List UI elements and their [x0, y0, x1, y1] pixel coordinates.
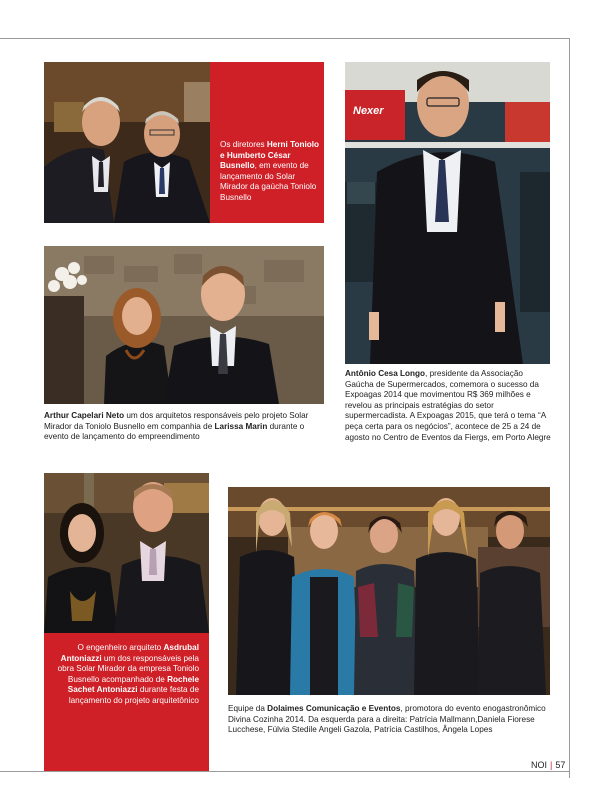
caption-dolaimes-team: Equipe da Dolaimes Comunicação e Eventos, promotora do evento enogastronômico Divina Cozinha 2014. Da esquerda para a direita: Patrícia Mallmann,Daniela Fiorese Lucchese, Fúlvia Stedile Angeli Gazola, Patrícia Castilhos, Ângela Lopes — [228, 704, 546, 735]
page-number: 57 — [555, 760, 566, 770]
page-frame-bottom — [0, 771, 570, 772]
photo-directors — [44, 62, 210, 223]
page-frame-top — [0, 38, 570, 39]
page-folio — [531, 760, 565, 770]
folio-separator: | — [550, 760, 553, 770]
photo-arthur-larissa — [44, 246, 324, 404]
caption-directors: Os diretores Herni Toniolo e Humberto César Busnello, em evento de lançamento do Solar Mirador da gaúcha Toniolo Busnello — [220, 140, 320, 202]
svg-text:Nexer: Nexer — [353, 105, 384, 117]
caption-box-asdrubal — [44, 633, 209, 771]
magazine-name: NOI — [531, 760, 548, 770]
photo-dolaimes-team — [228, 487, 550, 695]
caption-antonio-cesa-longo: Antônio Cesa Longo, presidente da Associação Gaúcha de Supermercados, comemora o sucesso da Expoagas 2014 que movimentou R$ 369 milhões e revelou as principais estratégias do setor supermercadista. A Expoagas 2015, que terá o tema “A peça certa para os negócios”, acontece de 25 a 24 de agosto no Centro de Eventos da Fiergs, em Porto Alegre — [345, 369, 551, 442]
photo-antonio-cesa-longo — [345, 62, 550, 364]
caption-box-directors — [210, 62, 324, 223]
caption-asdrubal-rochele: O engenheiro arquiteto Asdrubal Antoniazzi um dos responsáveis pela obra Solar Mirador da empresa Toniolo Busnello acompanhado de Rochele Sachet Antoniazzi durante festa de lançamento do projeto arquitetônico — [57, 643, 199, 705]
photo-asdrubal-rochele — [44, 473, 209, 633]
caption-arthur-larissa: Arthur Capelari Neto um dos arquitetos responsáveis pelo projeto Solar Mirador da Toniolo Busnello em companhia de Larissa Marin durante o evento de lançamento do empreendimento — [44, 411, 309, 442]
page-frame-right — [569, 38, 570, 778]
